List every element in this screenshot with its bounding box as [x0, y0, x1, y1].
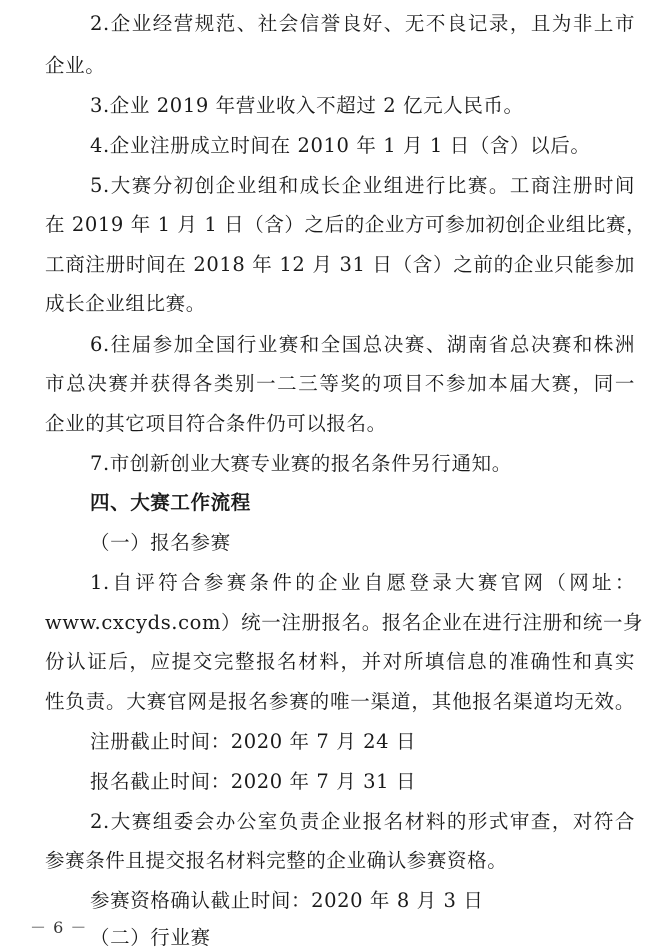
paragraph-line: 参赛条件且提交报名材料完整的企业确认参赛资格。	[45, 849, 508, 872]
paragraph-line: 1.自评符合参赛条件的企业自愿登录大赛官网（网址：	[90, 571, 635, 594]
page-number: － 6 －	[30, 918, 88, 937]
paragraph-line: 工商注册时间在 2018 年 12 月 31 日（含）之前的企业只能参加	[45, 253, 635, 276]
paragraph-line: 在 2019 年 1 月 1 日（含）之后的企业方可参加初创企业组比赛，	[45, 213, 647, 236]
section-heading: 四、大赛工作流程	[90, 491, 251, 514]
deadline-line: 报名截止时间：2020 年 7 月 31 日	[90, 770, 417, 793]
paragraph-line: 企业的其它项目符合条件仍可以报名。	[45, 412, 387, 435]
subsection-heading: （二）行业赛	[90, 926, 211, 949]
paragraph-line: 2.大赛组委会办公室负责企业报名材料的形式审查，对符合	[90, 810, 635, 833]
paragraph-line: 6.往届参加全国行业赛和全国总决赛、湖南省总决赛和株洲	[90, 333, 635, 356]
paragraph-line: 4.企业注册成立时间在 2010 年 1 月 1 日（含）以后。	[90, 134, 591, 157]
paragraph-line: 3.企业 2019 年营业收入不超过 2 亿元人民币。	[90, 94, 524, 117]
deadline-line: 注册截止时间：2020 年 7 月 24 日	[90, 730, 417, 753]
paragraph-line: 成长企业组比赛。	[45, 292, 206, 315]
paragraph-line: 5.大赛分初创企业组和成长企业组进行比赛。工商注册时间	[90, 174, 635, 197]
paragraph-line: 企业。	[45, 54, 106, 77]
paragraph-line: 市总决赛并获得各类别一二三等奖的项目不参加本届大赛，同一	[45, 372, 635, 395]
paragraph-line: 性负责。大赛官网是报名参赛的唯一渠道，其他报名渠道均无效。	[45, 690, 635, 713]
paragraph-line: 7.市创新创业大赛专业赛的报名条件另行通知。	[90, 452, 512, 475]
deadline-line: 参赛资格确认截止时间：2020 年 8 月 3 日	[90, 889, 484, 912]
paragraph-line: 份认证后，应提交完整报名材料，并对所填信息的准确性和真实	[45, 650, 635, 673]
paragraph-line: www.cxcyds.com）统一注册报名。报名企业在进行注册和统一身	[45, 611, 644, 634]
paragraph-line: 2.企业经营规范、社会信誉良好、无不良记录，且为非上市	[90, 12, 635, 35]
subsection-heading: （一）报名参赛	[90, 531, 231, 554]
